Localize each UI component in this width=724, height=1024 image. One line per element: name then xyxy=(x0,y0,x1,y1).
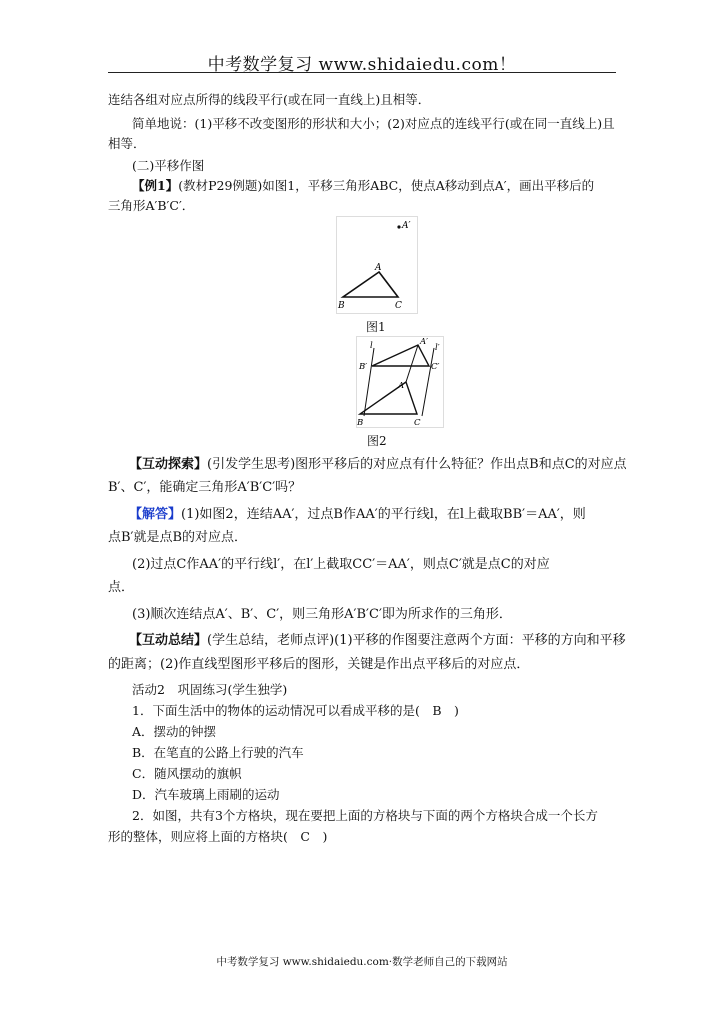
answer2-line1: (2)过点C作AA′的平行线l′，在l′上截取CC′＝AA′，则点C′就是点C的对应 xyxy=(132,557,550,572)
answer-tag: 【解答】 xyxy=(129,507,182,522)
figure2-label-l: l xyxy=(370,341,373,351)
summary-tag: 【互动总结】 xyxy=(129,633,208,648)
figure1-caption: 图1 xyxy=(366,320,386,334)
figure2-label-l-prime: l′ xyxy=(435,343,440,353)
explore-tag: 【互动探索】 xyxy=(129,457,208,472)
question1-stem: 1．下面生活中的物体的运动情况可以看成平移的是( B ) xyxy=(132,703,459,718)
question1-option-c: C．随风摆动的旗帜 xyxy=(132,766,242,781)
question2-line1: 2．如图，共有3个方格块，现在要把上面的方格块与下面的两个方格块合成一个长方 xyxy=(132,808,598,823)
answer2-line2: 点． xyxy=(108,580,135,595)
figure1-label-b: B xyxy=(338,301,345,311)
figure2-label-b: B xyxy=(357,418,364,428)
summary-line2: 的距离；(2)作直线型图形平移后的图形，关键是作出点平移后的对应点． xyxy=(108,657,530,672)
figure2-triangle-a-prime-b-prime-c-prime xyxy=(372,345,429,366)
figure2-caption: 图2 xyxy=(367,434,387,448)
paragraph-summary-line2: 相等． xyxy=(108,136,146,151)
answer1-text: (1)如图2，连结AA′，过点B作AA′的平行线l，在l上截取BB′＝AA′，则 xyxy=(181,507,586,522)
answer3-line: (3)顺次连结点A′、B′、C′，则三角形A′B′C′即为所求作的三角形． xyxy=(132,607,512,622)
figure1-triangle xyxy=(336,216,418,314)
figure2-label-c: C xyxy=(414,418,421,428)
activity2-heading: 活动2 巩固练习(学生独学) xyxy=(132,682,288,697)
example1-tag: 【例1】 xyxy=(132,178,179,193)
figure2-segment-aa-prime xyxy=(406,345,418,382)
question1-option-a: A．摆动的钟摆 xyxy=(132,724,217,739)
figure2-label-b-prime: B′ xyxy=(359,362,368,372)
example1-line2: 三角形A′B′C′． xyxy=(108,198,195,213)
figure2-label-c-prime: C′ xyxy=(431,362,440,372)
example1-line1 xyxy=(132,179,594,193)
page-footer: 中考数学复习 www.shidaiedu.com·数学老师自己的下载网站 xyxy=(216,956,508,968)
figure1-point-a-prime xyxy=(397,225,400,228)
question1-option-b: B．在笔直的公路上行驶的汽车 xyxy=(132,745,304,760)
answer1-line1 xyxy=(129,508,586,522)
paragraph-summary-line1: 简单地说：(1)平移不改变图形的形状和大小；(2)对应点的连线平行(或在同一直线上)且 xyxy=(132,116,615,131)
explore-text: (引发学生思考)图形平移后的对应点有什么特征？作出点B和点C的对应点 xyxy=(207,457,627,472)
figure2-construction xyxy=(356,336,444,428)
question2-line2: 形的整体，则应将上面的方格块( C ) xyxy=(108,829,328,844)
example1-text: (教材P29例题)如图1，平移三角形ABC，使点A移动到点A′，画出平移后的 xyxy=(178,178,595,193)
summary-text: (学生总结，老师点评)(1)平移的作图要注意两个方面：平移的方向和平移 xyxy=(207,633,626,648)
figure2-line-l-prime xyxy=(422,348,434,416)
paragraph-translation-property: 连结各组对应点所得的线段平行(或在同一直线上)且相等． xyxy=(108,92,431,107)
page-header-title: 中考数学复习 www.shidaiedu.com！ xyxy=(207,55,517,75)
explore-line1 xyxy=(129,458,627,472)
figure1-triangle-abc xyxy=(343,272,398,297)
figure1-label-a: A xyxy=(375,263,382,273)
answer1-line2: 点B′就是点B的对应点． xyxy=(108,530,248,545)
figure1-label-a-prime: A′ xyxy=(402,221,411,231)
section-heading-construction: (二)平移作图 xyxy=(132,158,205,173)
explore-line2: B′、C′，能确定三角形A′B′C′吗？ xyxy=(108,480,302,495)
figure2-label-a: A xyxy=(398,381,405,391)
header-divider xyxy=(108,72,616,73)
figure1-label-c: C xyxy=(395,301,402,311)
question1-option-d: D．汽车玻璃上雨刷的运动 xyxy=(132,787,280,802)
figure2-label-a-prime: A′ xyxy=(420,337,429,347)
summary-line1 xyxy=(129,634,626,648)
